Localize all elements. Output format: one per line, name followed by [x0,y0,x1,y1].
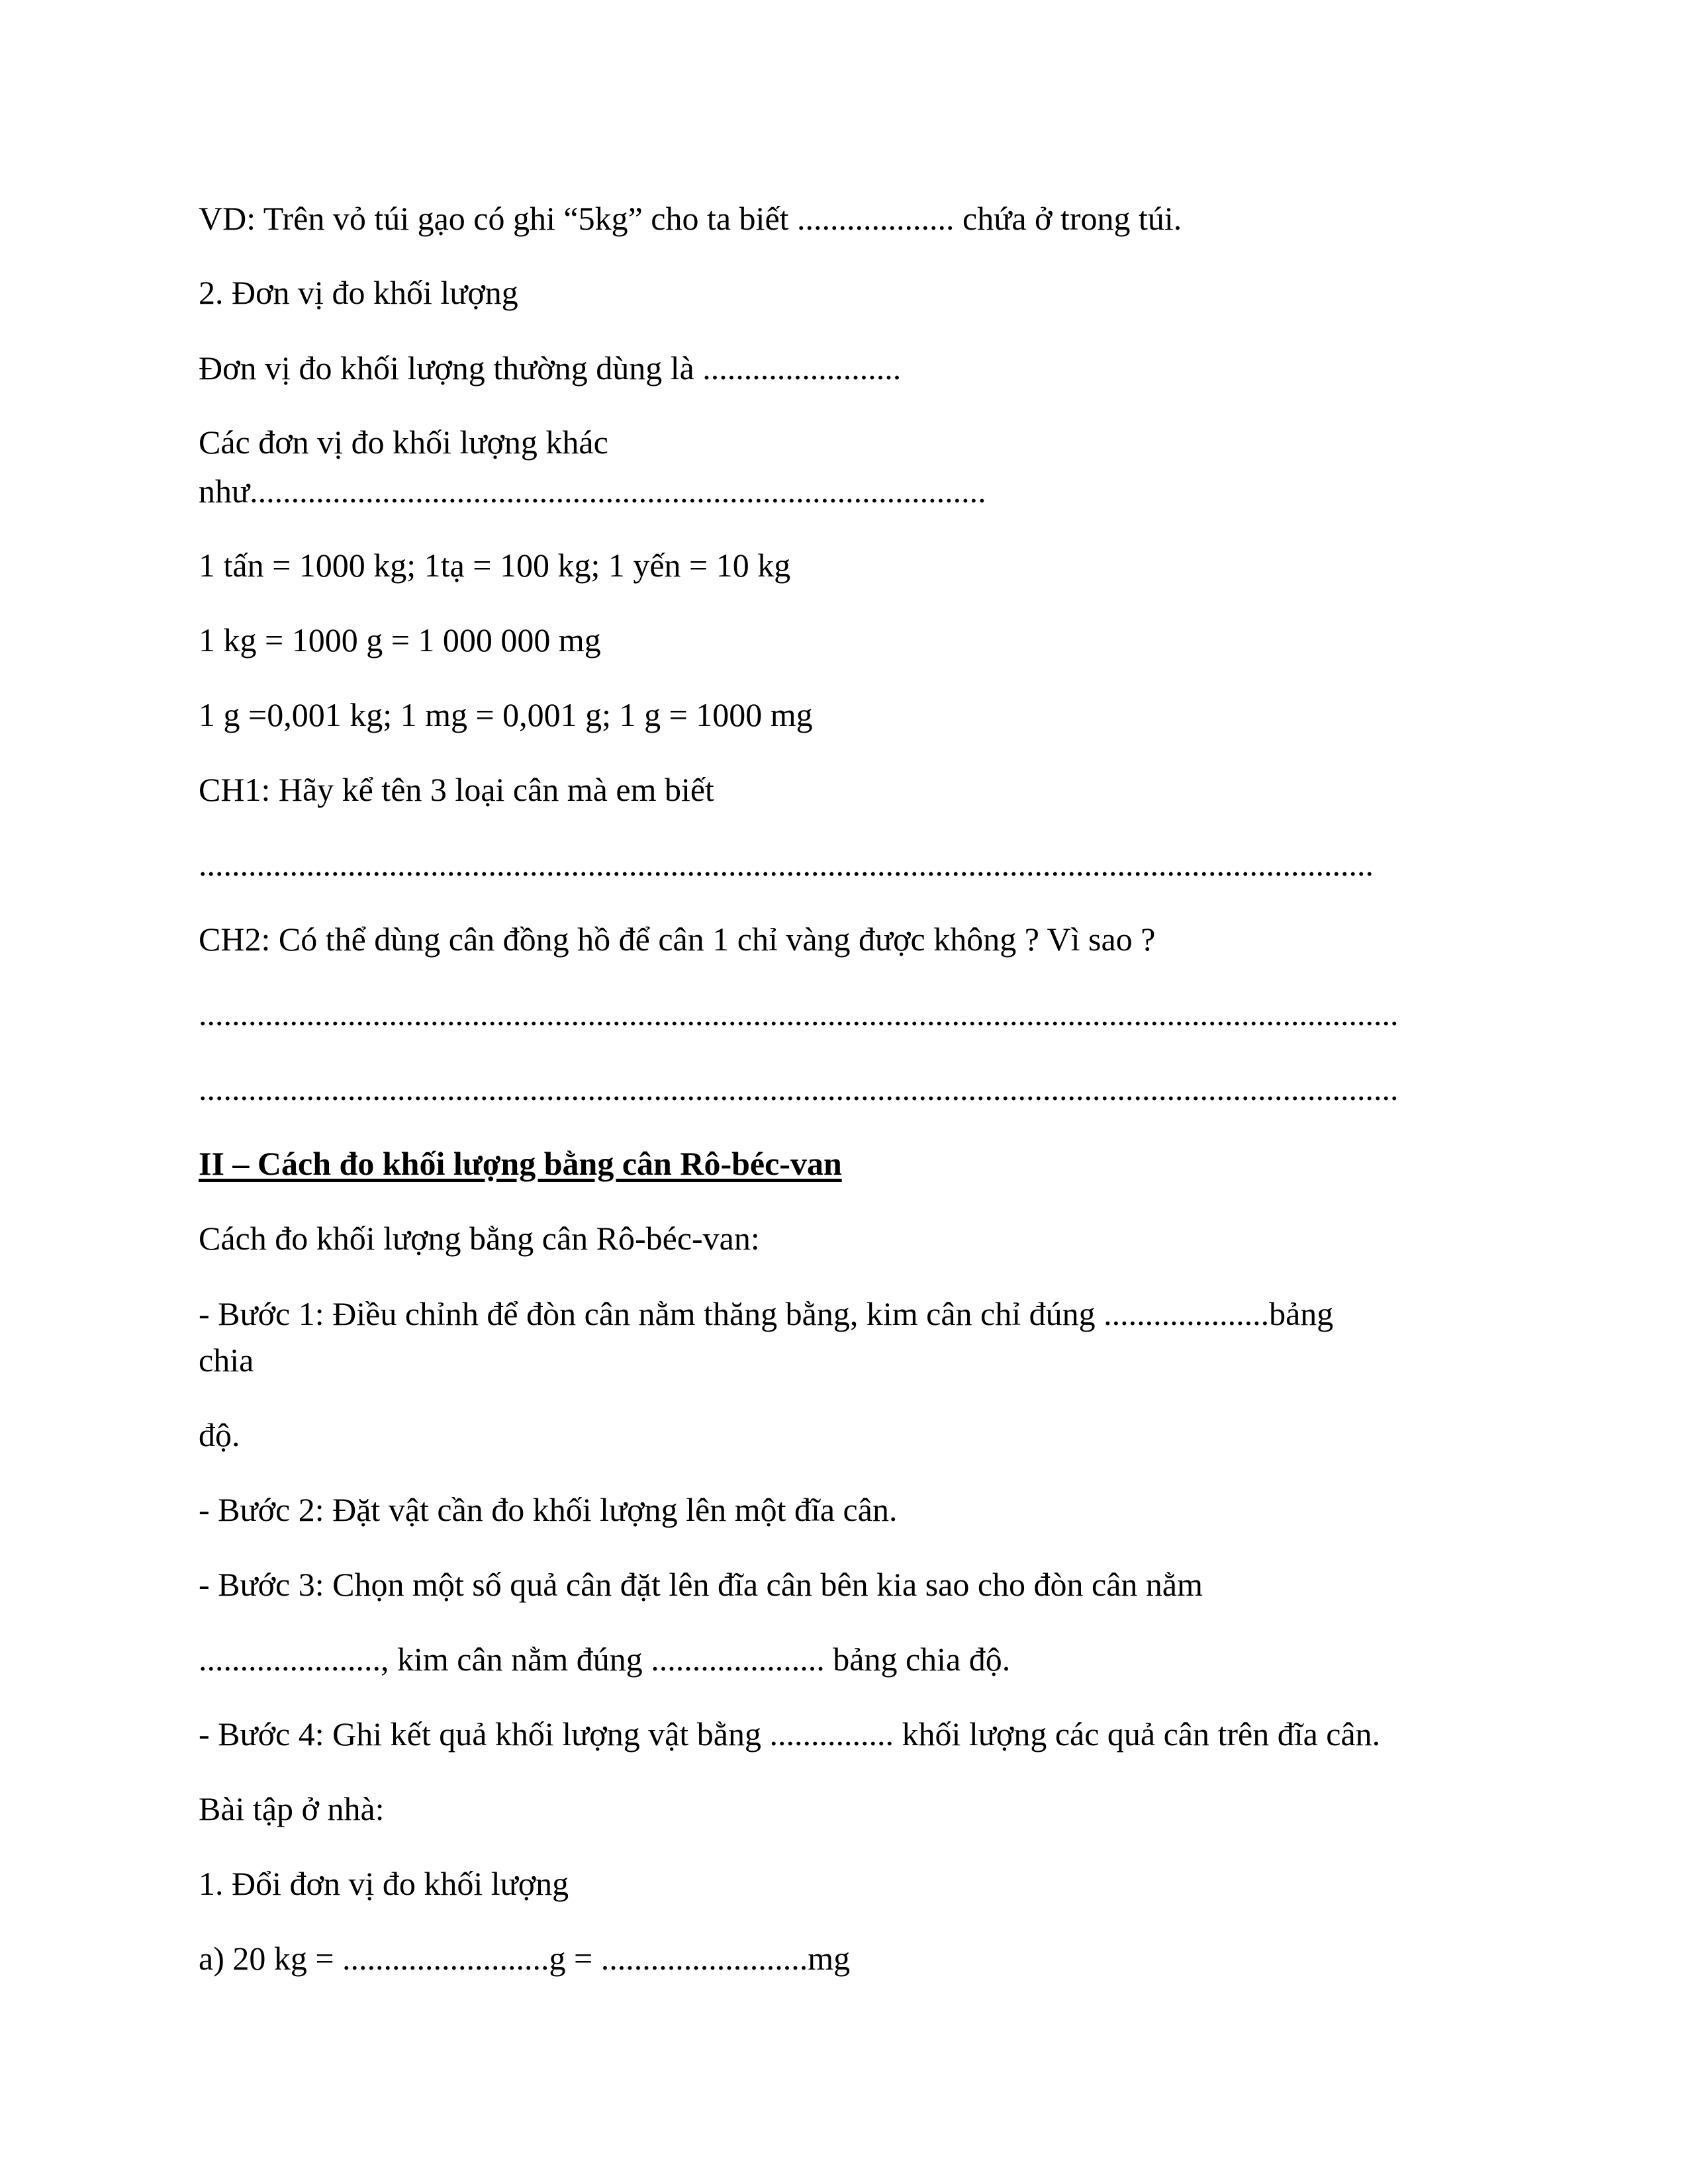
homework-heading: Bài tập ở nhà: [199,1790,385,1827]
section-heading-roberval: II – Cách đo khối lượng bằng cân Rô-béc-van [199,1145,842,1182]
answer-line-2: ................................................................................................................................................. [199,995,1399,1032]
step-1-line: - Bước 1: Điều chỉnh để đòn cân nằm thăng bằng, kim cân chỉ đúng ....................bảng [199,1295,1334,1332]
example-line: VD: Trên vỏ túi gạo có ghi “5kg” cho ta biết ................... chứa ở trong túi. [199,200,1182,237]
step-1-end: độ. [199,1416,240,1453]
method-intro: Cách đo khối lượng bằng cân Rô-béc-van: [199,1220,760,1257]
conversion-line-3: 1 g =0,001 kg; 1 mg = 0,001 g; 1 g = 1000 mg [199,696,813,733]
answer-line-3: ................................................................................................................................................. [199,1070,1399,1107]
other-units-line: Các đơn vị đo khối lượng khác [199,424,608,461]
step-2-line: - Bước 2: Đặt vật cần đo khối lượng lên một đĩa cân. [199,1491,898,1528]
conversion-line-1: 1 tấn = 1000 kg; 1tạ = 100 kg; 1 yến = 10 kg [199,547,791,584]
section-heading-units: 2. Đơn vị đo khối lượng [199,274,518,311]
step-1-continuation: chia [199,1342,254,1379]
step-4-line: - Bước 4: Ghi kết quả khối lượng vật bằng ............... khối lượng các quả cân trên đĩa cân. [199,1715,1381,1752]
answer-line-1: .............................................................................................................................................. [199,846,1374,883]
homework-task-1a: a) 20 kg = .........................g = .........................mg [199,1940,851,1977]
step-3-line: - Bước 3: Chọn một số quả cân đặt lên đĩa cân bên kia sao cho đòn cân nằm [199,1566,1203,1603]
step-3-continuation: ......................, kim cân nằm đúng ..................... bảng chia độ. [199,1641,1011,1678]
question-1: CH1: Hãy kể tên 3 loại cân mà em biết [199,771,714,808]
question-2: CH2: Có thể dùng cân đồng hồ để cân 1 chỉ vàng được không ? Vì sao ? [199,921,1156,958]
common-unit-line: Đơn vị đo khối lượng thường dùng là ........................ [199,349,902,387]
homework-task-1: 1. Đổi đơn vị đo khối lượng [199,1865,569,1902]
other-units-fill-line: như......................................................................................... [199,473,986,510]
conversion-line-2: 1 kg = 1000 g = 1 000 000 mg [199,621,601,659]
